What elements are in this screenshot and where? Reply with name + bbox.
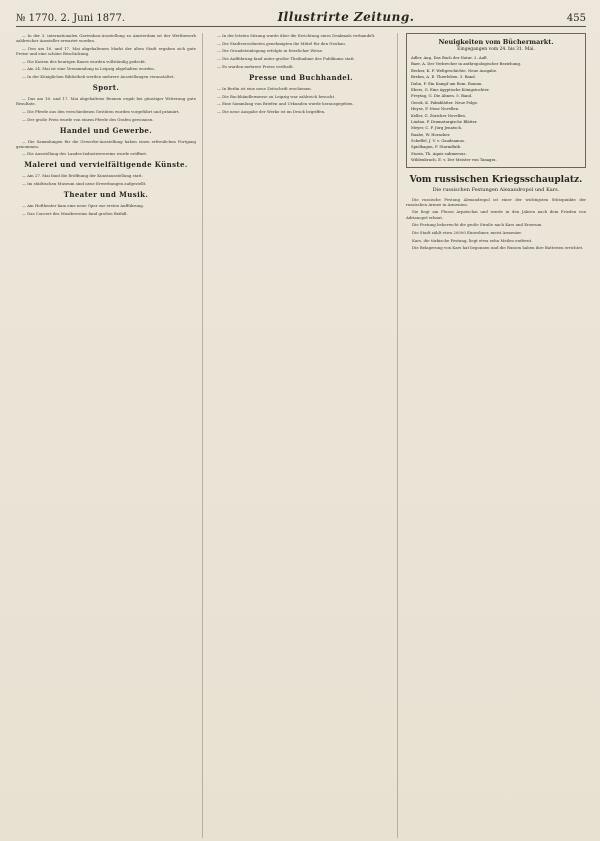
- book-list: [411, 55, 581, 162]
- book-market-subtitle: Eingegangen vom 24. bis 31. Mai.: [457, 47, 535, 52]
- article-paragraph: — Die Buchhändlermesse zu Leipzig war zahlreich besucht.: [217, 93, 336, 99]
- book-entry: Freytag, G. Die Ahnen. 5. Band.: [411, 93, 473, 99]
- article-paragraph: — Die Kosten des heurigen Baues wurden vollständig gedeckt.: [22, 58, 147, 64]
- article-paragraph: — Es wurden mehrere Preise vertheilt.: [217, 63, 295, 69]
- book-entry: Gerok, K. Palmblätter. Neue Folge.: [411, 99, 479, 105]
- book-entry: Spielhagen, F. Sturmfluth.: [411, 144, 462, 150]
- issue-number: № 1770. 2. Juni 1877.: [16, 13, 126, 24]
- article-paragraph: — Am Hoftheater kam eine neue Oper zur ersten Aufführung.: [22, 203, 144, 209]
- war-article-body: [406, 197, 586, 251]
- book-entry: Storm, Th. Aquis submersus.: [411, 150, 467, 156]
- article-paragraph: Sie liegt am Flusse Arpatschai und wurde in den Jahren nach dem Frieden von Adrianopel erbaut.: [406, 209, 586, 220]
- section-title: Sport.: [92, 83, 120, 93]
- war-article-subtitle: Die russischen Festungen Alexandropol und Kars.: [432, 186, 560, 193]
- page-number: 455: [566, 13, 586, 24]
- article-paragraph: — In der 3. internationalen Gartenbau-Ausstellung zu Amsterdam ist der Wettbewerb zahlreicher Aussteller erwartet worden.: [16, 33, 196, 44]
- article-paragraph: — Das Concert des Musikvereins fand großen Beifall.: [22, 210, 128, 216]
- section-title: Presse und Buchhandel.: [248, 72, 353, 82]
- book-market-box: [406, 33, 586, 168]
- article-paragraph: — Eine Sammlung von Briefen und Urkunden wurde herausgegeben.: [217, 101, 354, 107]
- article-paragraph: — Im städtischen Museum sind neue Erwerbungen aufgestellt.: [22, 181, 147, 187]
- book-entry: Becker, K. F. Weltgeschichte. Neue Ausgabe.: [411, 67, 498, 73]
- article-paragraph: — Der große Preis wurde von einem Pferde des Grafen gewonnen.: [22, 116, 154, 122]
- book-entry: Ebers, G. Eine ägyptische Königstochter.: [411, 86, 490, 92]
- book-entry: Keller, G. Züricher Novellen.: [411, 112, 467, 118]
- book-entry: Heyse, P. Neue Novellen.: [411, 106, 460, 112]
- article-paragraph: — Am 27. Mai fand die Eröffnung der Kunstausstellung statt.: [22, 173, 143, 179]
- article-paragraph: — Die Sammlungen für die Gewerbe-Ausstellung haben einen erfreulichen Fortgang genommen.: [16, 138, 196, 149]
- article-paragraph: — Das am 16. und 17. Mai abgehaltene Rennen ergab bei günstiger Witterung gute Resultate.: [16, 96, 196, 107]
- war-article-title: Vom russischen Kriegsschauplatz.: [409, 174, 583, 185]
- section-title: Handel und Gewerbe.: [59, 125, 153, 135]
- book-entry: Wildenbruch, E. v. Der Meister von Tanagra.: [411, 157, 497, 163]
- column-2: [211, 33, 398, 838]
- article-paragraph: — Die Pferde aus den verschiedenen Gestüten wurden vorgeführt und prämiirt.: [22, 108, 180, 114]
- book-entry: Dahn, F. Ein Kampf um Rom. Roman.: [411, 80, 483, 86]
- section-title: Malerei und vervielfältigende Künste.: [24, 160, 188, 170]
- article-paragraph: — Die Aufführung fand unter großer Theilnahme des Publikums statt.: [217, 56, 355, 62]
- book-entry: Brehm, A. E. Thierleben. 3. Band.: [411, 74, 476, 80]
- article-paragraph: — Die Ausstellung des Landes-Industrievereins wurde eröffnet.: [22, 151, 148, 157]
- article-paragraph: — Die neue Ausgabe der Werke ist im Druck begriffen.: [217, 108, 326, 114]
- article-paragraph: Kars, die türkische Festung, liegt etwa zehn Meilen entfernt.: [412, 237, 533, 243]
- article-paragraph: Die Belagerung von Kars hat begonnen und die Russen haben ihre Batterien errichtet.: [412, 245, 584, 251]
- newspaper-title: Illustrirte Zeitung.: [277, 10, 415, 24]
- article-paragraph: Die russische Festung Alexandropol ist einer der wichtigsten Stützpunkte der russischen Armee in Armenien.: [406, 196, 586, 207]
- book-entry: Adler, Aug. Das Buch der Natur. 2. Aufl.: [411, 55, 488, 60]
- book-entry: Raabe, W. Horacker.: [411, 131, 451, 137]
- masthead: [16, 10, 586, 27]
- book-entry: Meyer, C. F. Jürg Jenatsch.: [411, 125, 463, 131]
- article-paragraph: — Die Stadtverordneten genehmigten die Mittel für den Neubau.: [217, 40, 346, 46]
- section-title: Theater und Musik.: [63, 190, 149, 200]
- article-paragraph: — Die Grundsteinlegung erfolgte in feierlicher Weise.: [217, 48, 324, 54]
- book-entry: Lindau, P. Dramaturgische Blätter.: [411, 118, 478, 124]
- column-3: [406, 33, 586, 838]
- book-entry: Baer, A. Der Verbrecher in anthropologischer Beziehung.: [411, 61, 522, 67]
- article-paragraph: — In der letzten Sitzung wurde über die Errichtung eines Denkmals verhandelt.: [217, 33, 376, 38]
- column-1: [16, 33, 203, 838]
- article-paragraph: Die Stadt zählt etwa 20000 Einwohner, meist Armenier.: [412, 229, 522, 235]
- article-paragraph: — Den am 16. und 17. Mai abgehaltenen Markt der alten Stadt ergaben sich gute Preise und eine schöne Beschickung.: [16, 45, 196, 56]
- article-paragraph: — Am 24. Mai ist eine Versammlung in Leipzig abgehalten worden.: [22, 66, 155, 72]
- book-market-title: Neuigkeiten vom Büchermarkt.: [438, 38, 554, 46]
- book-entry: Scheffel, J. V. v. Gaudeamus.: [411, 138, 466, 144]
- columns: [16, 33, 586, 838]
- article-paragraph: — In der Königlichen Bibliothek werden mehrere Ausstellungen veranstaltet.: [22, 73, 175, 79]
- article-paragraph: Die Festung beherrscht die große Straße nach Kars und Erzerum.: [412, 222, 543, 228]
- article-paragraph: — In Berlin ist eine neue Zeitschrift erschienen.: [217, 85, 312, 91]
